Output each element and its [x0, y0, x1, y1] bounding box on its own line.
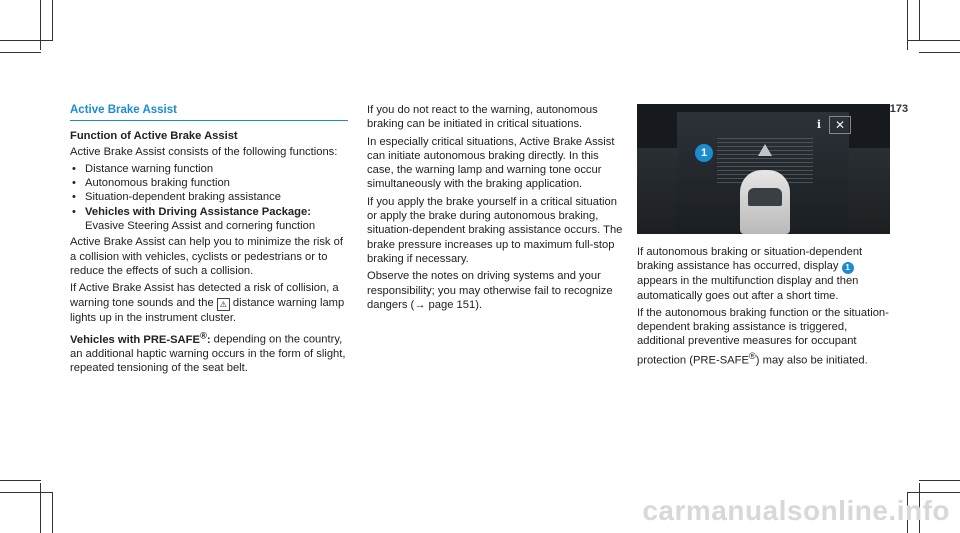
- list-item: • Situation-dependent braking assistance: [70, 190, 348, 204]
- crop-mark: [0, 492, 53, 493]
- info-icon: i: [816, 118, 822, 131]
- page-number: 173: [889, 103, 909, 115]
- crop-mark: [907, 492, 960, 493]
- crop-mark: [919, 52, 960, 53]
- bullet-bold: Vehicles with Driving Assistance Package:: [85, 205, 311, 218]
- crop-mark: [919, 0, 920, 40]
- car-icon: [740, 170, 790, 234]
- paragraph: [367, 269, 625, 312]
- text-run: appears in the multifunction display and then automatically goes out after a short time.: [637, 275, 859, 302]
- function-heading: Function of Active Brake Assist: [70, 130, 238, 143]
- crop-mark: [40, 483, 41, 533]
- text-run: Vehicles with PRE-SAFE: [70, 333, 200, 346]
- paragraph: [70, 281, 348, 325]
- text-run: If the autonomous braking function or the situation-dependent braking assistance is triggered, additional preventive measures for occupant protection (PRE-SAFE: [637, 306, 889, 367]
- paragraph: [70, 328, 348, 376]
- text-run: If Active Brake Assist has detected a risk of collision, a warning tone sounds and the: [70, 282, 339, 309]
- paragraph: If you do not react to the warning, autonomous braking can be initiated in critical situations.: [367, 104, 598, 131]
- callout-badge: 1: [842, 262, 854, 274]
- function-list: [70, 162, 348, 233]
- crop-mark: [52, 493, 53, 533]
- watermark: carmanualsonline.info: [642, 495, 950, 526]
- crop-mark: [907, 40, 960, 41]
- paragraph: If you apply the brake yourself in a critical situation or apply the brake during autonomous braking, situation-dependent braking assistance occurs. The brake pressure increases up to maximum full-stop braking if necessary.: [367, 195, 623, 265]
- list-item: [70, 205, 348, 234]
- text-run: depending on the country, an additional haptic warning occurs in the form of slight, repeated tensioning of the seat belt.: [70, 333, 346, 375]
- crop-mark: [907, 0, 908, 50]
- section-title: Active Brake Assist: [70, 103, 348, 121]
- text-run: Observe the notes on driving systems and your responsibility; you may otherwise fail to recognize dangers (: [367, 270, 613, 311]
- text-run: distance warning lamp lights up in the instrument cluster.: [70, 296, 345, 324]
- crop-mark: [919, 480, 960, 481]
- list-item: • Distance warning function: [70, 162, 348, 176]
- display-side-panel: [849, 148, 890, 234]
- list-item: • Autonomous braking function: [70, 176, 348, 190]
- left-column: [70, 103, 348, 378]
- crop-mark: [0, 480, 41, 481]
- registered-mark: ®: [199, 329, 207, 340]
- warning-triangle-icon: [758, 144, 772, 156]
- crop-mark: [0, 52, 41, 53]
- crop-mark: [0, 40, 53, 41]
- registered-mark: ®: [748, 350, 756, 361]
- paragraph: In especially critical situations, Active Brake Assist can initiate autonomous braking directly. In this case, the warning lamp and warning tone occur simultaneously with the braking application.: [367, 135, 615, 191]
- paragraph: [637, 245, 895, 303]
- callout-badge: 1: [695, 144, 713, 162]
- multifunction-display-figure: [637, 104, 890, 234]
- crop-mark: [52, 0, 53, 40]
- arrow-icon: →: [414, 298, 426, 311]
- crop-mark: [40, 0, 41, 50]
- close-icon: ✕: [829, 116, 851, 134]
- text-run: :: [206, 333, 211, 346]
- right-column: [637, 245, 895, 371]
- distance-warning-icon: ⚠: [217, 298, 230, 311]
- text-run: ) may also be initiated.: [755, 354, 868, 367]
- text-run: If autonomous braking or situation-dependent braking assistance has occurred, display: [637, 246, 863, 273]
- paragraph: Active Brake Assist can help you to minimize the risk of a collision with vehicles, cyclists or pedestrians or to reduce the effects of such a collision.: [70, 236, 343, 277]
- intro-paragraph: Active Brake Assist consists of the following functions:: [70, 145, 338, 158]
- display-side-panel: [637, 148, 677, 234]
- bullet-text: Evasive Steering Assist and cornering function: [85, 220, 316, 233]
- presafe-label: [70, 329, 211, 346]
- paragraph: [637, 306, 895, 368]
- middle-column: [367, 103, 625, 315]
- text-run: page 151).: [425, 298, 483, 311]
